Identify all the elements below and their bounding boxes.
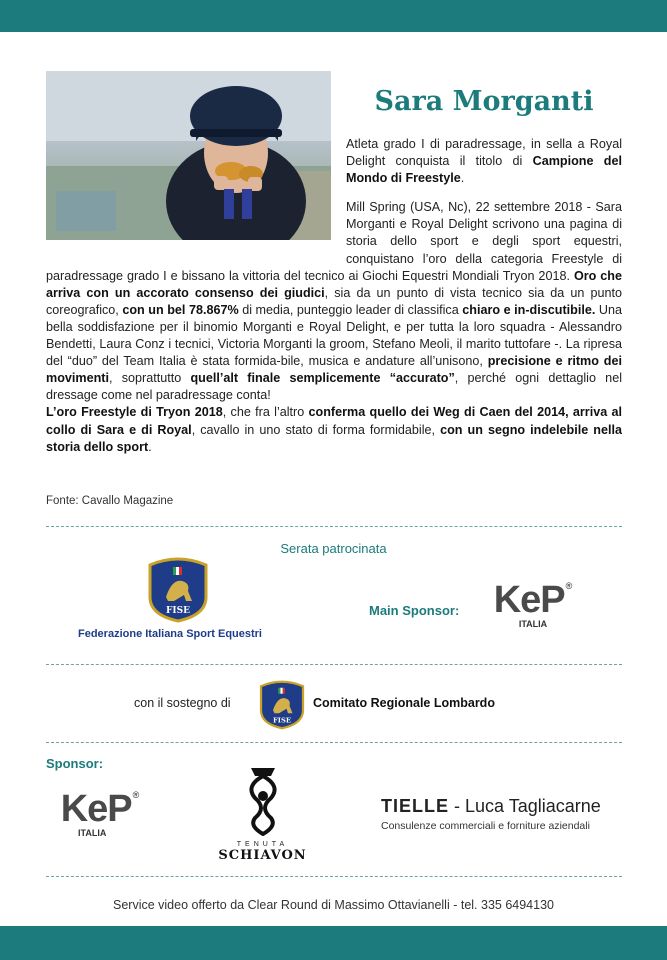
tielle-title	[381, 796, 601, 817]
article-title: Sara Morganti	[374, 86, 594, 117]
closing-text: , che fra l’altro	[222, 405, 309, 420]
body-highlight: quell’alt finale semplicemente “accurato”	[190, 371, 455, 386]
fise-badge-text: FISE	[166, 606, 190, 616]
kep-logo-sponsor	[40, 790, 160, 838]
registered-mark: ®	[132, 790, 140, 800]
tielle-separator: -	[449, 796, 465, 816]
tielle-subtitle: Consulenze commerciali e forniture aziendali	[381, 820, 590, 832]
fise-badge-text: FISE	[273, 716, 291, 725]
tielle-name: TIELLE	[381, 796, 449, 816]
article-source: Fonte: Cavallo Magazine	[46, 495, 174, 507]
kep-logo-main	[478, 581, 588, 629]
lead-highlight: Campione del Mondo di Freestyle	[346, 154, 622, 186]
support-prefix: con il sostegno di	[134, 696, 231, 710]
divider	[46, 664, 622, 665]
body-highlight: chiaro e in-discutibile.	[462, 302, 596, 317]
lead-text: .	[460, 171, 465, 186]
footer-credit: Service video offerto da Clear Round di Massimo Ottavianelli - tel. 335 6494130	[113, 898, 554, 912]
closing-text: .	[148, 439, 152, 454]
main-sponsor-label: Main Sponsor:	[369, 603, 460, 618]
divider	[46, 526, 622, 527]
schiavon-small-text: TENUTA	[236, 841, 289, 848]
kep-subtitle: ITALIA	[78, 828, 107, 838]
sponsor-label: Sponsor:	[46, 756, 104, 771]
bottom-band	[0, 926, 667, 960]
body-text: , perché ogni dettaglio nel dressage come nel paradressage conta!	[46, 371, 622, 403]
closing-highlight: L’oro Freestyle di Tryon 2018	[46, 405, 223, 420]
body-highlight: precisione e ritmo dei movimenti	[46, 354, 622, 386]
top-band	[0, 0, 667, 32]
fise-name: Federazione Italiana Sport Equestri	[78, 628, 262, 640]
kep-wordmark: KeP	[493, 579, 565, 621]
lead-text: Atleta grado I di paradressage, in sella a Royal Delight conquista il titolo di	[346, 137, 622, 169]
tielle-person: Luca Tagliacarne	[465, 796, 601, 816]
article-body	[46, 136, 622, 456]
schiavon-emblem-icon	[233, 766, 293, 836]
fise-shield-icon	[146, 557, 210, 623]
kep-subtitle: ITALIA	[518, 619, 548, 629]
closing-highlight: conferma quello dei Weg di Caen del 2014, arriva al collo di Sara e di Royal	[46, 405, 622, 437]
body-text: , sia da un punto di vista tecnico sia da un punto coreografico,	[46, 285, 622, 317]
divider	[46, 742, 622, 743]
photo-float-space	[46, 136, 346, 254]
body-text: di media, punteggio leader di classifica	[238, 302, 463, 317]
support-name: Comitato Regionale Lombardo	[313, 696, 495, 710]
registered-mark: ®	[565, 581, 573, 591]
schiavon-logo	[205, 766, 320, 863]
patronage-label: Serata patrocinata	[280, 541, 387, 556]
divider	[46, 876, 622, 877]
body-text: , soprattutto	[108, 371, 191, 386]
body-highlight: con un bel 78.867%	[122, 302, 239, 317]
schiavon-big-text: SCHIAVON	[218, 848, 307, 863]
body-text: Mill Spring (USA, Nc), 22 settembre 2018 - Sara Morganti e Royal Delight scrivono una pagina di storia dello sport e degli sport equestri, conquistano l’oro della categoria Freestyle di paradressage grado I e bissano la vittoria del tecnico ai Giochi Equestri Mondiali Tryon 2018.	[46, 200, 622, 283]
fise-small-shield-icon	[258, 679, 306, 731]
closing-text: , cavallo in uno stato di forma formidabile,	[191, 422, 441, 437]
body-highlight: Oro che arriva con un accorato consenso dei giudici	[46, 268, 622, 300]
kep-wordmark: KeP	[60, 788, 132, 830]
article-closing	[46, 404, 622, 455]
closing-highlight: con un segno indelebile nella storia dello sport	[46, 422, 622, 454]
body-text: Una bella soddisfazione per il binomio Morganti e Royal Delight, e per tutta la loro squadra - Alessandro Bendetti, Laura Conz i tecnici, Victoria Morganti la groom, Stefano Meoli, il marito tuttofare -. La ripresa del “duo” del Team Italia è stata formida-bile, musica e andature all’unisono,	[46, 302, 622, 369]
